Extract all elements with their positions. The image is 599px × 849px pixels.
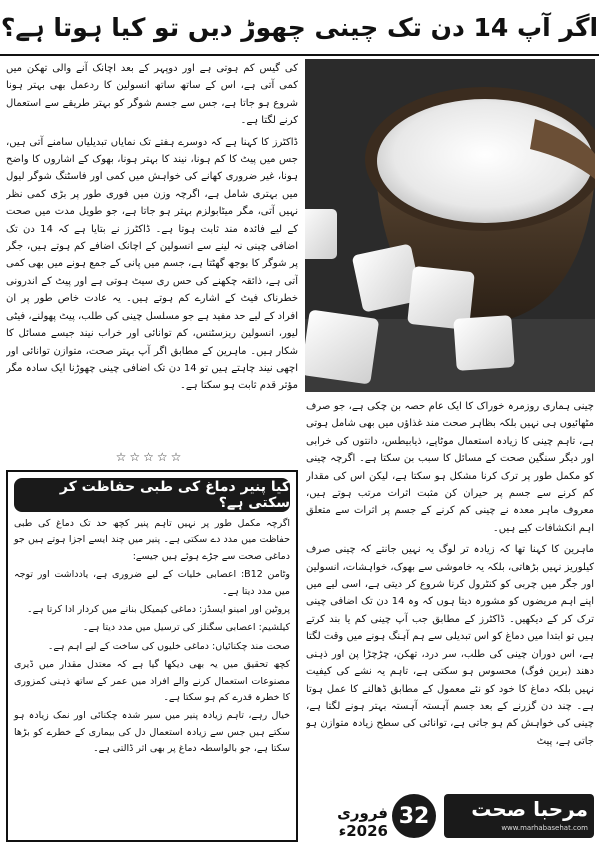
sidebar-paragraph: پروٹین اور امینو ایسڈز: دماغی کیمیکل بنانے میں کردار ادا کرتا ہے۔	[27, 604, 290, 616]
sidebar-paragraph: کیلشیم: اعصابی سگنلز کی ترسیل میں مدد دیتا ہے۔	[82, 622, 290, 634]
sidebar-body	[8, 516, 296, 838]
article-paragraph: ڈاکٹرز کا کہنا ہے کہ دوسرے ہفتے تک نمایاں تبدیلیاں سامنے آتی ہیں، جس میں پیٹ کا کم ہونا، نیند کا بہتر ہونا، بھوک کے اشاروں کا واضح ہونا، غیر ضروری کھانے کی خواہش میں کمی اور فاسٹنگ شوگر لیول میں بہتری شامل ہے، اگرچہ وزن میں فوری طور پر بڑی کمی نظر نہیں آتی، مگر میٹابولزم بہتر ہو جاتا ہے، جو طویل مدت میں صحت کے لیے فائدہ مند ثابت ہوتا ہے۔ ڈاکٹرز نے بتایا ہے کہ 14 دن تک اضافی چینی نہ لینے سے انسولین کے اچانک اضافے کم ہوتے ہیں، جگر پر شوگر کا بوجھ گھٹتا ہے، جسم میں پانی کے جمع ہونے میں بھی کمی آتی ہے، ذائقہ چکھنے کی حس ری سیٹ ہوتی ہے اور پیٹ کے اندرونی خطرناک فیٹ کے اشارے کم ہوتے ہیں۔ یہ عادت خاص طور پر ان افراد کے لیے حد مفید ہے جو مسلسل چینی کی طلب، پیٹ پھولنے، فیٹی لیور، انسولین ریزسٹنس، کم توانائی اور خراب نیند جیسے مسائل کا شکار ہیں۔ ماہرین کے مطابق اگر آپ بہتر صحت، متوازن توانائی اور اچھی نیند چاہتے ہیں تو 14 دن تک اضافی چینی چھوڑنا ایک سادہ مگر مؤثر قدم ثابت ہو سکتا ہے۔	[6, 136, 298, 392]
sidebar-paragraph: کچھ تحقیق میں یہ بھی دیکھا گیا ہے کہ معتدل مقدار میں ڈیری مصنوعات استعمال کرنے والے افراد میں عمر کے ساتھ ذہنی کمزوری کا خطرہ قدرے کم ہو سکتا ہے۔	[14, 659, 290, 704]
section-separator: ☆☆☆☆☆	[115, 450, 185, 464]
page-footer	[306, 790, 594, 842]
sidebar-paragraph: خیال رہے، تاہم زیادہ پنیر میں سیر شدہ چکنائی اور نمک زیادہ ہو سکتے ہیں جس سے زیادہ استعمال دل کی بیماری کے خطرے کو بڑھا سکتا ہے، جو بالواسطہ دماغ پر بھی اثر ڈالتی ہے۔	[14, 710, 290, 755]
article-paragraph: کی گیس کم ہوتی ہے اور دوپہر کے بعد اچانک آنے والی تھکن میں کمی آتی ہے، اس کے ساتھ ساتھ انسولین کا ردعمل بھی بہتر ہونا شروع ہو جاتا ہے، جس سے جسم شوگر کو بہتر طریقے سے استعمال کرنے لگتا ہے۔	[6, 63, 298, 127]
sugar-bowl-and-cubes-image	[305, 59, 595, 392]
magazine-website: www.marhabasehat.com	[501, 824, 588, 832]
sidebar-paragraph: صحت مند چکنائیاں: دماغی خلیوں کی ساخت کے لیے اہم ہے۔	[47, 640, 290, 652]
article-paragraph: ماہرین کا کہنا تھا کہ زیادہ تر لوگ یہ نہیں جانتے کہ چینی صرف کیلوریز نہیں بڑھاتی، بلکہ یہ خاموشی سے بھوک، خواہشات، انسولین اور جگر میں چربی کو کنٹرول کرنا شروع کر دیتی ہے، اسی لیے میں اپنے اہم مریضوں کو مشورہ دیتا ہوں کہ وہ 14 دن تک اضافی چینی ترک کر کے دیکھیں۔ ڈاکٹرز کے مطابق جب آپ چینی کم یا بند کرتے ہیں تو ابتدا میں دماغ کو اس تبدیلی سے ہم آہنگ ہونے میں وقت لگتا ہے، اس دوران چینی کی طلب، سر درد، تھکن، چڑچڑا پن اور ذہنی دھند (برین فوگ) محسوس ہو سکتی ہے، تاہم یہ نشے کی کیفیت نہیں بلکہ دماغ کا خود کو نئے معمول کے مطابق ڈھالنے کا عمل ہوتا ہے۔ چند دن گزرنے کے بعد جسم آہستہ آہستہ بہتر ہونے لگتا ہے، چینی کی خواہش کم ہو جاتی ہے، توانائی کی سطح زیادہ متوازن ہو جاتی ہے، پیٹ	[306, 544, 594, 747]
sugar-photo-illustration	[305, 59, 595, 392]
article-paragraph: چینی ہماری روزمرہ خوراک کا ایک عام حصہ بن چکی ہے، جو صرف مٹھائیوں ہی نہیں بلکہ بظاہر صحت مند غذاؤں میں بھی شامل ہوتی ہے، تاہم چینی کا زیادہ استعمال موٹاپے، ذیابیطس، دانتوں کی خرابی اور دیگر سنگین صحت کے مسائل کا سبب بن سکتا ہے۔ اگرچہ چینی کو مکمل طور پر ترک کرنا مشکل ہو سکتا ہے، لیکن اس کی مقدار کم کرنے سے جسم پر حیران کن مثبت اثرات مرتب ہوتے ہیں، معروف ماہر معدہ نے چینی کم کرنے کے جسم پر اثرات سے متعلق اہم انکشافات کیے ہیں۔	[306, 401, 594, 534]
sidebar-paragraph: اگرچہ مکمل طور پر نہیں تاہم پنیر کچھ حد تک دماغ کی طبی حفاظت میں مدد دے سکتی ہے۔ پنیر میں چند ایسے اجزا ہوتے ہیں جو دماغی صحت سے جڑے ہوئے ہیں جیسے:	[14, 518, 290, 562]
article-body-right	[306, 398, 594, 783]
magazine-logo	[444, 794, 594, 838]
magazine-name: مرحبا صحت	[471, 797, 588, 821]
sidebar-title: کیا پنیر دماغ کی طبی حفاظت کر سکتی ہے؟	[14, 478, 290, 512]
page-number: 32	[392, 794, 436, 838]
issue-date: فروری 2026ء	[337, 804, 388, 840]
article-title: اگر آپ 14 دن تک چینی چھوڑ دیں تو کیا ہوتا ہے؟	[0, 0, 599, 56]
cheese-brain-sidebar	[6, 470, 298, 842]
article-body-left	[6, 60, 298, 440]
sidebar-paragraph: وٹامن B12: اعصابی خلیات کے لیے ضروری ہے، یادداشت اور توجہ میں مدد دیتا ہے۔	[14, 569, 291, 597]
